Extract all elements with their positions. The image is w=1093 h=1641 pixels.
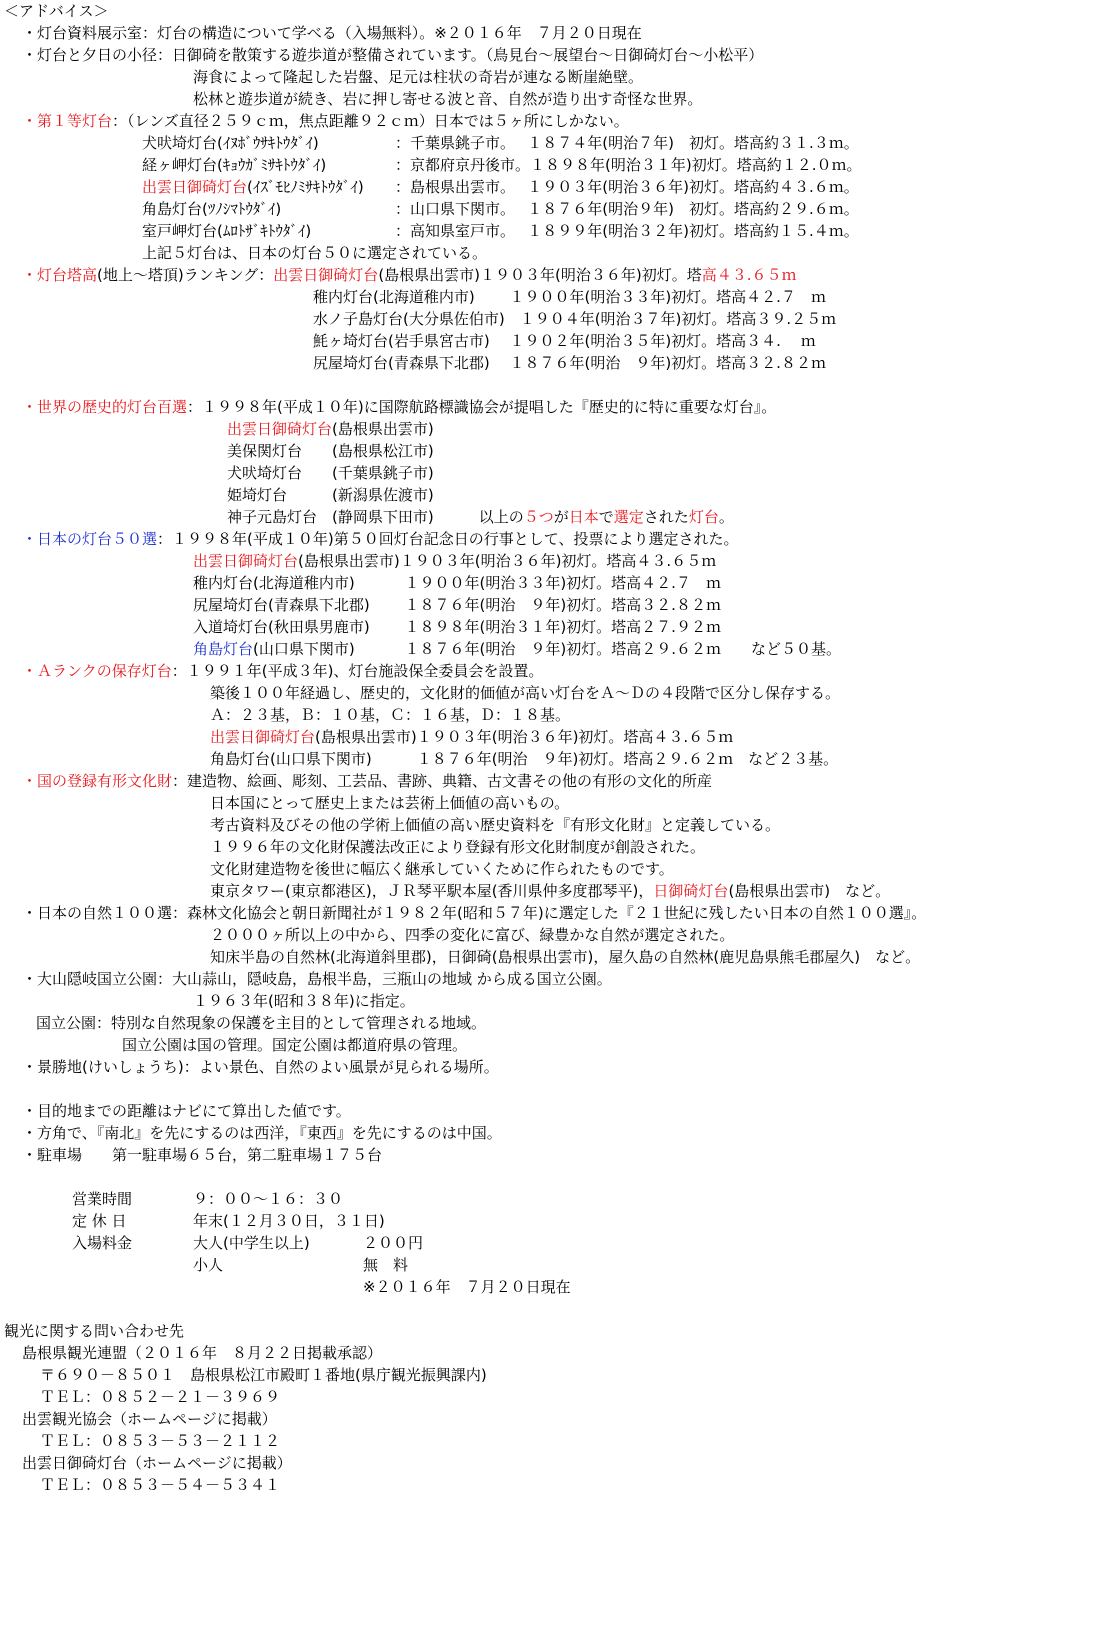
first-order-note: 上記５灯台は、日本の灯台５０に選定されている。 [142,244,488,262]
lighthouse-info: ：京都府京丹後市。１８９８年(明治３１年)初灯。塔高約１２.０ｍ。 [395,156,862,174]
fee-label: 入場料金 [72,1234,133,1252]
cultural-property-heading [22,770,712,792]
bullet: ・ [22,662,38,680]
japan-50-row [193,550,716,572]
a-rank-title: Ａランクの保存灯台 [37,662,172,680]
cultural-line: １９９６年の文化財保護法改正により登録有形文化財制度が創設された。 [210,838,706,856]
cultural-line: 日本国にとって歴史上または芸術上価値の高いもの。 [210,794,570,812]
a-rank-line: Ａ：２３基，Ｂ：１０基，Ｃ：１６基，Ｄ：１８基。 [210,706,571,724]
national-park-line: ・大山隠岐国立公園：大山蒜山，隠岐島，島根半島，三瓶山の地域 から成る国立公園。 [22,970,612,988]
izumo-hinomisaki-name: 出雲日御碕灯台 [142,178,248,196]
height-ranking-heading [22,264,797,286]
child-label: 小人 [193,1256,224,1274]
cultural-line: 考古資料及びその他の学術上価値の高い歴史資料を『有形文化財』と定義している。 [210,816,781,834]
izumo-hinomisaki-name: 出雲日御碕灯台 [210,728,316,746]
lighthouse-name [142,176,364,198]
japan-50-row: 尻屋埼灯台(青森県下北郡) １８７６年(明治 ９年)初灯。塔高３２.８２ｍ [193,596,721,614]
note-line: ・目的地までの距離はナビにて算出した値です。 [22,1102,351,1120]
bullet: ・ [22,398,38,416]
contact-org: 島根県観光連盟（２０１６年 ８月２２日掲載承認） [22,1344,383,1362]
advice-heading: ＜アドバイス＞ [4,2,109,20]
cultural-line [210,880,890,902]
lighthouse-name: 角島灯台(ﾂﾉｼﾏﾄｳﾀﾞｲ) [142,200,282,218]
contact-tel: ＴＥＬ：０８５３－５４－５３４１ [40,1476,281,1494]
national-park-line: １９６３年(昭和３８年)に指定。 [193,992,415,1010]
trail-line-1: ・灯台と夕日の小径：日御碕を散策する遊歩道が整備されています。（鳥見台～展望台～日御碕灯台～小松平） [22,46,764,64]
ranking-row: 稚内灯台(北海道稚内市) １９００年(明治３３年)初灯。塔高４２.７ ｍ [313,288,826,306]
ranking-row: 尻屋埼灯台(青森県下北郡) １８７６年(明治 ９年)初灯。塔高３２.８２ｍ [313,354,826,372]
izumo-hinomisaki-name: 出雲日御碕灯台 [273,266,379,284]
japan-50-desc: ：１９９８年(平成１０年)第５０回灯台記念日の行事として、投票により選定された。 [157,530,739,548]
bullet: ・ [22,530,38,548]
national-park-line: 国立公園：特別な自然現象の保護を主目的として管理される地域。 [36,1014,487,1032]
highlight: 日本 [568,508,599,526]
tsunoshima-name: 角島灯台 [193,640,254,658]
museum-line: ・灯台資料展示室：灯台の構造について学べる（入場無料）。※２０１６年 ７月２０日現在 [22,24,642,42]
hours-value: ９：００～１６：３０ [193,1190,344,1208]
trail-line-3: 松林と遊歩道が続き、岩に押し寄せる波と音、自然が造り出す奇怪な世界。 [193,90,703,108]
world-100-row [227,506,734,528]
japan-50-row: 入道埼灯台(秋田県男鹿市) １８９８年(明治３１年)初灯。塔高２７.９２ｍ [193,618,721,636]
japan-50-title: 日本の灯台５０選 [37,530,158,548]
trail-line-2: 海食によって隆起した岩盤、足元は柱状の奇岩が連なる断崖絶壁。 [193,68,644,86]
ranking-height-value: 高４３.６５ｍ [701,266,797,284]
row-info: (島根県出雲市)１９０３年(明治３６年)初灯。塔高４３.６５ｍ [298,552,717,570]
national-park-line: 国立公園は国の管理。国定公園は都道府県の管理。 [122,1036,468,1054]
a-rank-row: 角島灯台(山口県下関市) １８７６年(明治 ９年)初灯。塔高２９.６２ｍ など２３基。 [210,750,839,768]
lighthouse-info: ：千葉県銚子市。 １８７４年(明治７年) 初灯。塔高約３１.３ｍ。 [395,134,859,152]
first-order-desc: ：（レンズ直径２５９ｃｍ，焦点距離９２ｃｍ）日本では５ヶ所にしかない。 [112,112,629,130]
world-100-last: 神子元島灯台 (静岡県下田市) 以上の [227,508,524,526]
examples: 東京タワー(東京都港区)，ＪＲ琴平駅本屋(香川県仲多度郡琴平)， [210,882,654,900]
scenic-spot-line: ・景勝地(けいしょうち)：よい景色、自然のよい風景が見られる場所。 [22,1058,499,1076]
ranking-row-info: (島根県出雲市)１９０３年(明治３６年)初灯。塔 [378,266,702,284]
highlight: 選定 [613,508,644,526]
lighthouse-reading: (ｲｽﾞﾓﾋﾉﾐｻｷﾄｳﾀﾞｲ) [247,178,364,196]
lighthouse-name: 犬吠埼灯台(ｲﾇﾎﾞｳｻｷﾄｳﾀﾞｲ) [142,134,319,152]
cultural-property-title: 国の登録有形文化財 [37,772,173,790]
japan-50-row: 稚内灯台(北海道稚内市) １９００年(明治３３年)初灯。塔高４２.７ ｍ [193,574,721,592]
izumo-hinomisaki-name: 出雲日御碕灯台 [193,552,299,570]
bullet: ・ [22,266,38,284]
row-info: (島根県出雲市)１９０３年(明治３６年)初灯。塔高４３.６５ｍ [315,728,734,746]
a-rank-line: 築後１００年経過し、歴史的，文化財的価値が高い灯台をＡ～Ｄの４段階で区分し保存する。 [210,684,841,702]
a-rank-desc: ：１９９１年(平成３年)、灯台施設保全委員会を設置。 [171,662,544,680]
nature-100-line: 知床半島の自然林(北海道斜里郡)，日御碕(島根県出雲市)，屋久島の自然林(鹿児島県熊毛郡屋久) など。 [210,948,921,966]
contact-heading: 観光に関する問い合わせ先 [4,1322,185,1340]
lighthouse-info: ：島根県出雲市。 １９０３年(明治３６年)初灯。塔高約４３.６ｍ。 [395,178,859,196]
ranking-row: 水ノ子島灯台(大分県佐伯市) １９０４年(明治３７年)初灯。塔高３９.２５ｍ [313,310,837,328]
text: 。 [718,508,734,526]
izumo-hinomisaki-name: 出雲日御碕灯台 [227,420,333,438]
cultural-line: 文化財建造物を後世に幅広く継承していくために作られたものです。 [210,860,674,878]
bullet: ・ [22,772,38,790]
contact-tel: ＴＥＬ：０８５２－２１－３９６９ [40,1388,281,1406]
first-order-title: 第１等灯台 [37,112,113,130]
world-100-heading [22,396,776,418]
lighthouse-info: ：高知県室戸市。 １８９９年(明治３２年)初灯。塔高約１５.４ｍ。 [395,222,859,240]
contact-address: 〒６９０－８５０１ 島根県松江市殿町１番地(県庁観光振興課内) [40,1366,487,1384]
lighthouse-info: ：山口県下関市。 １８７６年(明治９年) 初灯。塔高約２９.６ｍ。 [395,200,859,218]
lighthouse-name: 室戸岬灯台(ﾑﾛﾄｻﾞｷﾄｳﾀﾞｲ) [142,222,312,240]
nature-100-line: ２０００ヶ所以上の中から、四季の変化に富び、緑豊かな自然が選定された。 [210,926,735,944]
text: が [553,508,569,526]
note-line: ・方角で、『南北』を先にするのは西洋，『東西』を先にするのは中国。 [22,1124,502,1142]
hours-label: 営業時間 [72,1190,133,1208]
location: (島根県出雲市) [332,420,434,438]
world-100-desc: ：１９９８年(平成１０年)に国際航路標識協会が提唱した『歴史的に特に重要な灯台』。 [187,398,777,416]
japan-50-heading [22,528,738,550]
row-info: (山口県下関市) １８７６年(明治 ９年)初灯。塔高２９.６２ｍ など５０基。 [253,640,841,658]
adult-value: ２００円 [363,1234,424,1252]
a-rank-row [210,726,733,748]
closed-value: 年末(１２月３０日，３１日) [193,1212,385,1230]
world-100-row: 美保関灯台 (島根県松江市) [227,442,434,460]
hours-note: ※２０１６年 ７月２０日現在 [363,1278,571,1296]
text: された [643,508,689,526]
parking-line: ・駐車場 第一駐車場６５台，第二駐車場１７５台 [22,1146,383,1164]
contact-org: 出雲観光協会（ホームページに掲載） [22,1410,277,1428]
highlight: 灯台 [688,508,719,526]
nature-100-line: ・日本の自然１００選：森林文化協会と朝日新聞社が１９８２年(昭和５７年)に選定した『２１世紀に残したい日本の自然１００選』。 [22,904,927,922]
height-ranking-title: 灯台塔高 [37,266,98,284]
location: (島根県出雲市) など。 [728,882,891,900]
first-order-heading [22,110,629,132]
a-rank-heading [22,660,543,682]
adult-label: 大人(中学生以上) [193,1234,310,1252]
world-100-row: 姫埼灯台 (新潟県佐渡市) [227,486,434,504]
hinomisaki-name: 日御碕灯台 [653,882,729,900]
highlight: ５つ [523,508,554,526]
child-value: 無 料 [363,1256,409,1274]
cultural-property-desc: ：建造物、絵画、彫刻、工芸品、書跡、典籍、古文書その他の有形の文化的所産 [172,772,713,790]
text: で [598,508,614,526]
lighthouse-name: 経ヶ岬灯台(ｷｮｳｶﾞﾐｻｷﾄｳﾀﾞｲ) [142,156,327,174]
bullet: ・ [22,112,38,130]
world-100-row: 犬吠埼灯台 (千葉県銚子市) [227,464,434,482]
world-100-row [227,418,434,440]
ranking-row: 魹ヶ埼灯台(岩手県宮古市) １９０２年(明治３５年)初灯。塔高３４. ｍ [313,332,816,350]
height-ranking-subtitle: (地上～塔頂)ランキング： [97,266,274,284]
world-100-title: 世界の歴史的灯台百選 [37,398,188,416]
contact-org: 出雲日御碕灯台（ホームページに掲載） [22,1454,292,1472]
contact-tel: ＴＥＬ：０８５３－５３－２１１２ [40,1432,281,1450]
japan-50-row [193,638,841,660]
closed-label: 定 休 日 [72,1212,127,1230]
